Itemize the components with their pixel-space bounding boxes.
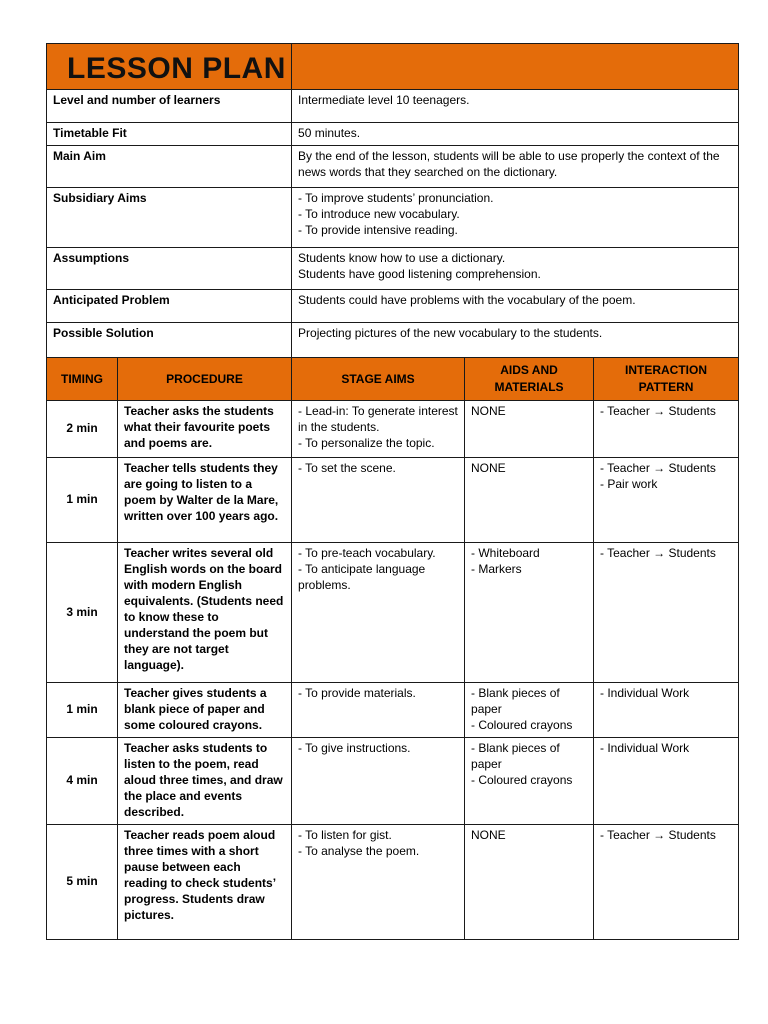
stage-timing: 4 min: [47, 738, 118, 825]
stage-interaction-line: - Individual Work: [600, 686, 690, 700]
stage-interaction-line: - Individual Work: [600, 741, 690, 755]
info-label: Timetable Fit: [47, 123, 292, 146]
stage-aids: [465, 825, 594, 940]
title-cell: [47, 44, 292, 90]
stage-row: [47, 683, 739, 738]
stage-timing: 1 min: [47, 683, 118, 738]
stage-timing: 5 min: [47, 825, 118, 940]
stage-timing: 2 min: [47, 401, 118, 458]
stage-procedure: Teacher reads poem aloud three times with a short pause between each reading to check students’ progress. Students draw pictures.: [118, 825, 292, 940]
stage-aids: [465, 458, 594, 543]
page-title: LESSON PLAN: [67, 51, 286, 85]
stage-interaction: [594, 825, 739, 940]
stage-aims-line: - To personalize the topic.: [298, 436, 435, 450]
stage-aids-line: - Blank pieces of paper: [471, 741, 560, 771]
stage-aims: [292, 458, 465, 543]
stage-interaction-line: - Pair work: [600, 477, 658, 491]
stage-interaction: [594, 401, 739, 458]
stage-header-row: [47, 358, 739, 401]
stage-interaction: [594, 738, 739, 825]
info-label: Possible Solution: [47, 323, 292, 358]
lesson-plan-sheet: [46, 43, 738, 940]
stage-row: [47, 543, 739, 683]
header-stage-aims: STAGE AIMS: [292, 358, 465, 401]
info-label: Main Aim: [47, 146, 292, 188]
stage-aids-line: - Whiteboard: [471, 546, 540, 560]
stage-aims: [292, 825, 465, 940]
info-row: [47, 123, 739, 146]
stage-interaction-line: - Teacher → Students: [600, 461, 716, 475]
stage-aims-line: - To provide materials.: [298, 686, 416, 700]
info-label: Anticipated Problem: [47, 290, 292, 323]
title-blank-cell: [292, 44, 739, 90]
stage-procedure: Teacher gives students a blank piece of paper and some coloured crayons.: [118, 683, 292, 738]
info-value: By the end of the lesson, students will be able to use properly the context of the news words that they searched on the dictionary.: [292, 146, 739, 188]
stage-interaction-line: - Teacher → Students: [600, 546, 716, 560]
stage-interaction: [594, 543, 739, 683]
stage-timing: 1 min: [47, 458, 118, 543]
stage-interaction-line: - Teacher → Students: [600, 828, 716, 842]
stage-aids-line: - Coloured crayons: [471, 773, 573, 787]
stage-procedure: Teacher writes several old English words on the board with modern English equivalents. (Students need to know these to understand the poem but they are not target language).: [118, 543, 292, 683]
stage-aids-line: - Markers: [471, 562, 522, 576]
stage-aids-line: NONE: [471, 828, 506, 842]
stage-aims: [292, 543, 465, 683]
stage-aids: [465, 683, 594, 738]
info-row: [47, 146, 739, 188]
info-row: [47, 323, 739, 358]
stage-timing: 3 min: [47, 543, 118, 683]
stage-row: [47, 825, 739, 940]
stage-procedure: Teacher asks the students what their favourite poets and poems are.: [118, 401, 292, 458]
header-interaction: INTERACTION PATTERN: [594, 358, 739, 401]
stage-interaction: [594, 683, 739, 738]
info-value: Students could have problems with the vocabulary of the poem.: [292, 290, 739, 323]
stage-procedure: Teacher tells students they are going to listen to a poem by Walter de la Mare, written over 100 years ago.: [118, 458, 292, 543]
info-row: [47, 248, 739, 290]
stage-aids-line: - Coloured crayons: [471, 718, 573, 732]
stage-row: [47, 401, 739, 458]
info-value: Students know how to use a dictionary. Students have good listening comprehension.: [292, 248, 739, 290]
stage-interaction: [594, 458, 739, 543]
stage-aims: [292, 401, 465, 458]
info-row: [47, 290, 739, 323]
stage-aids: [465, 543, 594, 683]
header-timing: TIMING: [47, 358, 118, 401]
stage-aims-line: - To give instructions.: [298, 741, 411, 755]
lesson-plan-table: [46, 43, 739, 940]
stage-aims-line: - To set the scene.: [298, 461, 396, 475]
stage-procedure: Teacher asks students to listen to the poem, read aloud three times, and draw the place and events described.: [118, 738, 292, 825]
title-row: [47, 44, 739, 90]
stage-aids-line: - Blank pieces of paper: [471, 686, 560, 716]
stage-row: [47, 458, 739, 543]
header-procedure: PROCEDURE: [118, 358, 292, 401]
stage-aids-line: NONE: [471, 404, 506, 418]
info-label: Assumptions: [47, 248, 292, 290]
info-label: Level and number of learners: [47, 90, 292, 123]
info-value: Projecting pictures of the new vocabulary to the students.: [292, 323, 739, 358]
stage-interaction-line: - Teacher → Students: [600, 404, 716, 418]
info-label: Subsidiary Aims: [47, 188, 292, 248]
stage-aids-line: NONE: [471, 461, 506, 475]
info-value: - To improve students’ pronunciation. - To introduce new vocabulary. - To provide intensive reading.: [292, 188, 739, 248]
stage-aims-line: - To anticipate language problems.: [298, 562, 426, 592]
info-row: [47, 90, 739, 123]
stage-aims-line: - Lead-in: To generate interest in the students.: [298, 404, 458, 434]
info-row: [47, 188, 739, 248]
stage-row: [47, 738, 739, 825]
stage-aims-line: - To listen for gist.: [298, 828, 392, 842]
info-value: Intermediate level 10 teenagers.: [292, 90, 739, 123]
stage-aims-line: - To pre-teach vocabulary.: [298, 546, 436, 560]
stage-aids: [465, 401, 594, 458]
header-aids: AIDS AND MATERIALS: [465, 358, 594, 401]
stage-aims: [292, 738, 465, 825]
stage-aims-line: - To analyse the poem.: [298, 844, 420, 858]
stage-aims: [292, 683, 465, 738]
info-value: 50 minutes.: [292, 123, 739, 146]
stage-aids: [465, 738, 594, 825]
